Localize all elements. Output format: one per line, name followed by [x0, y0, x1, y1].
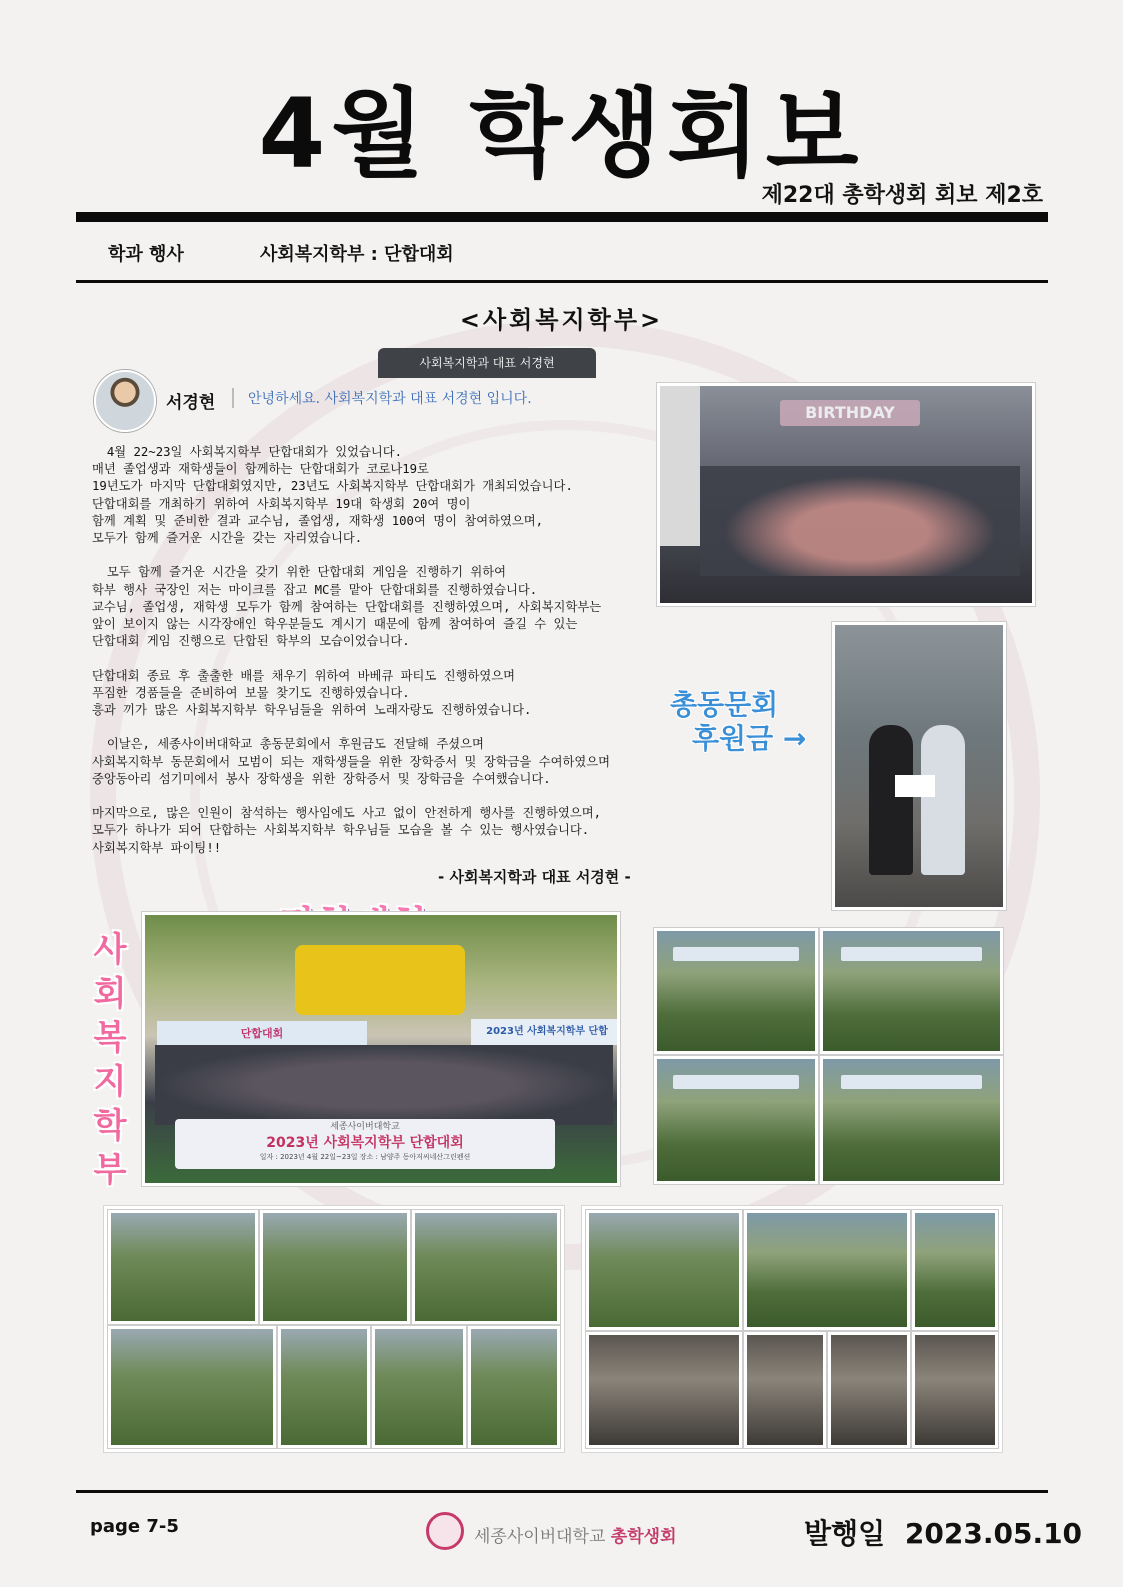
vertical-char: 복: [93, 1018, 127, 1058]
collage-photo: [586, 1210, 742, 1330]
issued-value: 2023.05.10: [904, 1517, 1083, 1550]
issued-label: 발행일: [804, 1517, 886, 1550]
collage-photo: [372, 1326, 466, 1448]
photo-banner: 단합대회: [157, 1021, 367, 1047]
photo-bus: [295, 945, 465, 1015]
group-photo: [142, 912, 620, 1186]
footer-org: [474, 1522, 677, 1547]
group-banner-top: 세종사이버대학교: [330, 1122, 400, 1132]
collage-photo: [260, 1210, 410, 1324]
group-banner-main: 2023년 사회복지학부 단합대회: [266, 1135, 464, 1151]
photo-people: [155, 1045, 613, 1125]
university-logo-icon: [426, 1512, 464, 1550]
vertical-char: 회: [93, 974, 127, 1014]
group-banner-sub: 일자 : 2023년 4월 22일~23일 장소 : 남양주 동아저씨네산그린펜션: [259, 1153, 471, 1161]
collage-photo: [912, 1210, 998, 1330]
collage-photo: [654, 1056, 818, 1184]
birthday-banner: BIRTHDAY: [780, 400, 920, 426]
author-name: 서경현: [166, 393, 216, 413]
collage-photo: [468, 1326, 560, 1448]
issue-number: 제22대 총학생회 회보 제2호: [761, 183, 1043, 208]
collage-photo: [412, 1210, 560, 1324]
divider: [232, 388, 234, 408]
vertical-chars: [90, 928, 130, 1192]
issued-date: [804, 1512, 1082, 1552]
vertical-char: 사: [93, 930, 127, 970]
dept-title: 사회복지학부 : 단합대회: [260, 244, 454, 265]
greeting: 안녕하세요. 사회복지학과 대표 서경현 입니다.: [248, 391, 532, 407]
vertical-dept-title: [90, 928, 130, 1192]
collage-photo: [820, 928, 1003, 1054]
collage-photo: [820, 1056, 1003, 1184]
collage-photo: [108, 1326, 276, 1448]
vertical-char: 학: [93, 1106, 127, 1146]
collage-photo: [278, 1326, 370, 1448]
signature: - 사회복지학과 대표 서경현 -: [438, 868, 631, 886]
photo-certificate: [895, 775, 935, 797]
org-name: 총학생회: [610, 1527, 677, 1547]
org-prefix: 세종사이버대학교: [474, 1527, 606, 1547]
donation-line1: 총동문회: [670, 688, 779, 721]
section-heading: <사회복지학부>: [459, 306, 664, 334]
party-photo: [657, 383, 1035, 606]
group-collage: [654, 928, 1003, 1184]
collage-photo: [828, 1332, 910, 1448]
page-title: 4월 학생회보: [258, 78, 865, 190]
header-rule: [76, 212, 1048, 222]
vertical-char: 지: [93, 1062, 127, 1102]
avatar: [94, 370, 156, 432]
dept-label: 학과 행사: [108, 244, 184, 265]
collage-photo: [744, 1332, 826, 1448]
photo-person: [921, 725, 965, 875]
donation-line2: 후원금 →: [692, 722, 807, 755]
vertical-char: 부: [93, 1150, 127, 1190]
photo-banner-right: 2023년 사회복지학부 단합: [471, 1019, 620, 1045]
collage-photo: [654, 928, 818, 1054]
article-body: 4월 22~23일 사회복지학부 단합대회가 있었습니다. 매년 졸업생과 재학생들이 함께하는 단합대회가 코로나19로 19년도가 마지막 단합대회였지만, 23년도 사회복지학부 단합대회가 개최되었습니다. 단합대회를 개최하기 위하여 사회복지학부 19대 학생회 20여 명이 함께 계획 및 준비한 결과 교수님, 졸업생, 재학생 100여 명이 참여하였으며, 모두가 함께 즐거운 시간을 갖는 자리였습니다. 모두 함께 즐거운 시간을 갖기 위한 단합대회 게임을 진행하기 위하여 학부 행사 국장인 저는 마이크를 잡고 MC를 맡아 단합대회를 진행하였습니다. 교수님, 졸업생, 재학생 모두가 함께 참여하는 단합대회를 진행하였으며, 사회복지학부는 앞이 보이지 않는 시각장애인 학우분들도 계시기 때문에 함께 참여하여 즐길 수 있는 단합대회 게임 진행으로 단합된 학부의 모습이었습니다. 단합대회 종료 후 출출한 배를 채우기 위하여 바베큐 파티도 진행하였으며 푸짐한 경품들을 준비하여 보물 찾기도 진행하였습니다. 흥과 끼가 많은 사회복지학부 학우님들을 위하여 노래자랑도 진행하였습니다. 이날은, 세종사이버대학교 총동문회에서 후원금도 전달해 주셨으며 사회복지학부 동문회에서 모범이 되는 재학생들을 위한 장학증서 및 장학금을 수여하였으며 중앙동아리 섬기미에서 봉사 장학생을 위한 장학증서 및 장학금을 수여했습니다. 마지막으로, 많은 인원이 참석하는 행사임에도 사고 없이 안전하게 행사를 진행하였으며, 모두가 하나가 되어 단합하는 사회복지학부 학우님들 모습을 볼 수 있는 행사였습니다. 사회복지학부 파이팅!!: [92, 445, 611, 855]
author-tag: 사회복지학과 대표 서경현: [378, 348, 596, 378]
photo-people: [700, 466, 1020, 576]
dept-rule: [76, 280, 1048, 283]
donation-label: [666, 688, 806, 756]
collage-photo: [586, 1332, 742, 1448]
footer-rule: [76, 1490, 1048, 1493]
collage-photo: [108, 1210, 258, 1324]
games-collage: [104, 1206, 564, 1452]
collage-photo: [912, 1332, 998, 1448]
page-number: page 7-5: [90, 1516, 179, 1537]
collage-photo: [744, 1210, 910, 1330]
group-banner: [175, 1119, 555, 1169]
photo-person: [869, 725, 913, 875]
awards-collage: [582, 1206, 1002, 1452]
photo-detail: [660, 386, 700, 546]
award-photo: [832, 622, 1006, 910]
